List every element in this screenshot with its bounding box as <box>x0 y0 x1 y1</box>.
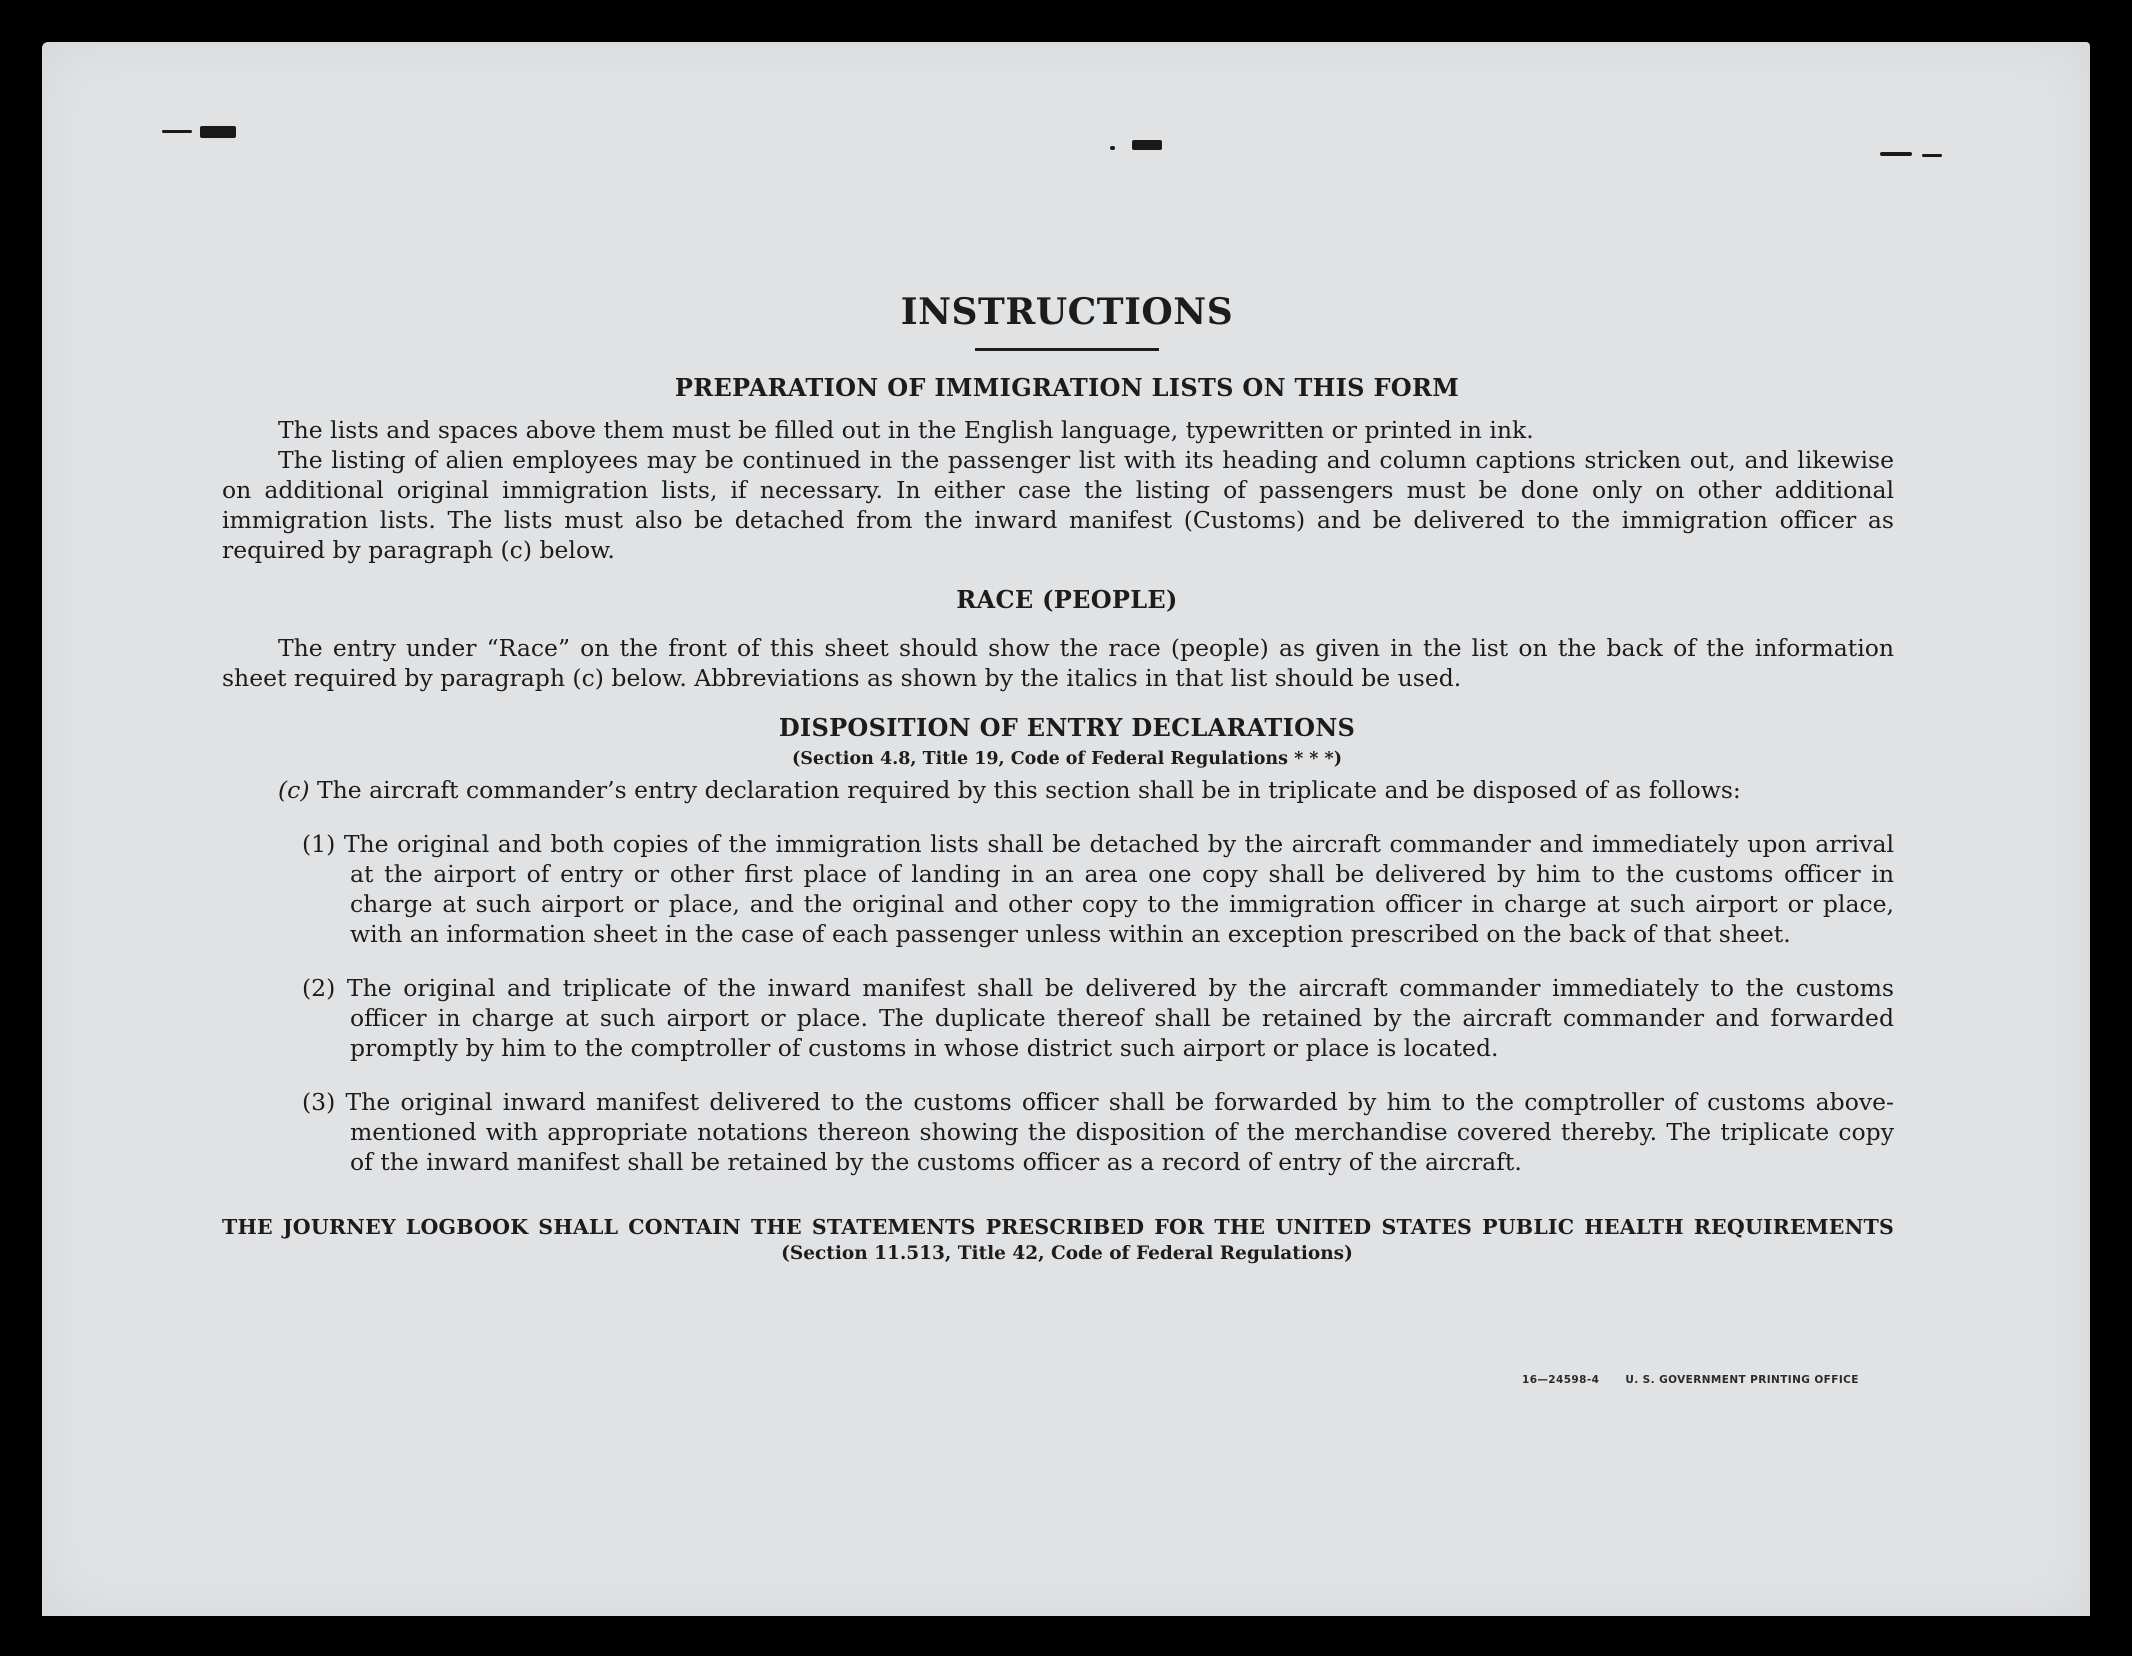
disposition-intro <box>222 775 1894 805</box>
race-heading: RACE (PEOPLE) <box>956 585 1178 614</box>
item-text: The original and both copies of the immigration lists shall be detached by the aircraft commander and immediately upon arrival at the airport of entry or other first place of landing in an area one copy shall be delivered by him to the customs officer in charge at such airport or place, and the original and other copy to the immigration officer in charge at such airport or place, with an information sheet in the case of each passenger unless within an exception prescribed on the back of that sheet. <box>343 830 1894 948</box>
ink-smudge <box>1110 146 1115 150</box>
printer-name: U. S. GOVERNMENT PRINTING OFFICE <box>1625 1374 1859 1386</box>
disposition-heading: DISPOSITION OF ENTRY DECLARATIONS <box>778 713 1356 742</box>
disposition-item-3 <box>174 1087 1894 1177</box>
disposition-citation: (Section 4.8, Title 19, Code of Federal Regulations * * *) <box>792 749 1342 769</box>
item-label: (2) <box>302 974 336 1002</box>
footer-citation: (Section 11.513, Title 42, Code of Federal Regulations) <box>781 1243 1353 1264</box>
item-label: (3) <box>302 1088 336 1116</box>
preparation-heading: PREPARATION OF IMMIGRATION LISTS ON THIS FORM <box>674 373 1460 402</box>
disposition-item-1 <box>174 829 1894 949</box>
item-label: (1) <box>302 830 336 858</box>
ink-smudge <box>1922 154 1942 157</box>
form-number: 16—24598-4 <box>1522 1374 1600 1386</box>
preparation-paragraph-2: The listing of alien employees may be continued in the passenger list with its heading and column captions stricken out, and likewise on additional original immigration lists, if necessary. In either case the listing of passengers must be done only on other additional immigration lists. The lists must also be detached from the inward manifest (Customs) and be delivered to the immigration officer as required by paragraph (c) below. <box>222 446 1894 564</box>
disposition-item-2 <box>174 973 1894 1063</box>
footer-statement: THE JOURNEY LOGBOOK SHALL CONTAIN THE STATEMENTS PRESCRIBED FOR THE UNITED STATES PUBLIC HEALTH REQUIREMENTS <box>222 1215 1894 1239</box>
ink-smudge <box>1880 152 1912 156</box>
printer-imprint <box>1522 1374 1885 1386</box>
instructions-document <box>222 290 1894 1267</box>
title-rule <box>975 348 1159 351</box>
item-text: The original and triplicate of the inward manifest shall be delivered by the aircraft commander immediately to the customs officer in charge at such airport or place. The duplicate thereof shall be retained by the aircraft commander and forwarded promptly by him to the comptroller of customs in whose district such airport or place is located. <box>346 974 1894 1062</box>
page-title: INSTRUCTIONS <box>900 291 1234 333</box>
item-text: The original inward manifest delivered to the customs officer shall be forwarded by him to the comptroller of customs above-mentioned with appropriate notations thereon showing the disposition of the merchandise covered thereby. The triplicate copy of the inward manifest shall be retained by the customs officer as a record of entry of the aircraft. <box>345 1088 1894 1176</box>
ink-smudge <box>162 130 192 133</box>
preparation-paragraph-1: The lists and spaces above them must be filled out in the English language, typewritten or printed in ink. <box>278 416 1534 444</box>
disposition-intro-text: The aircraft commander’s entry declaration required by this section shall be in triplicate and be disposed of as follows: <box>316 776 1741 804</box>
ink-smudge <box>200 126 236 138</box>
race-paragraph: The entry under “Race” on the front of this sheet should show the race (people) as given in the list on the back of the information sheet required by paragraph (c) below. Abbreviations as shown by the italics in that list should be used. <box>222 634 1894 692</box>
disposition-intro-label: (c) <box>278 776 310 804</box>
ink-smudge <box>1132 140 1162 150</box>
